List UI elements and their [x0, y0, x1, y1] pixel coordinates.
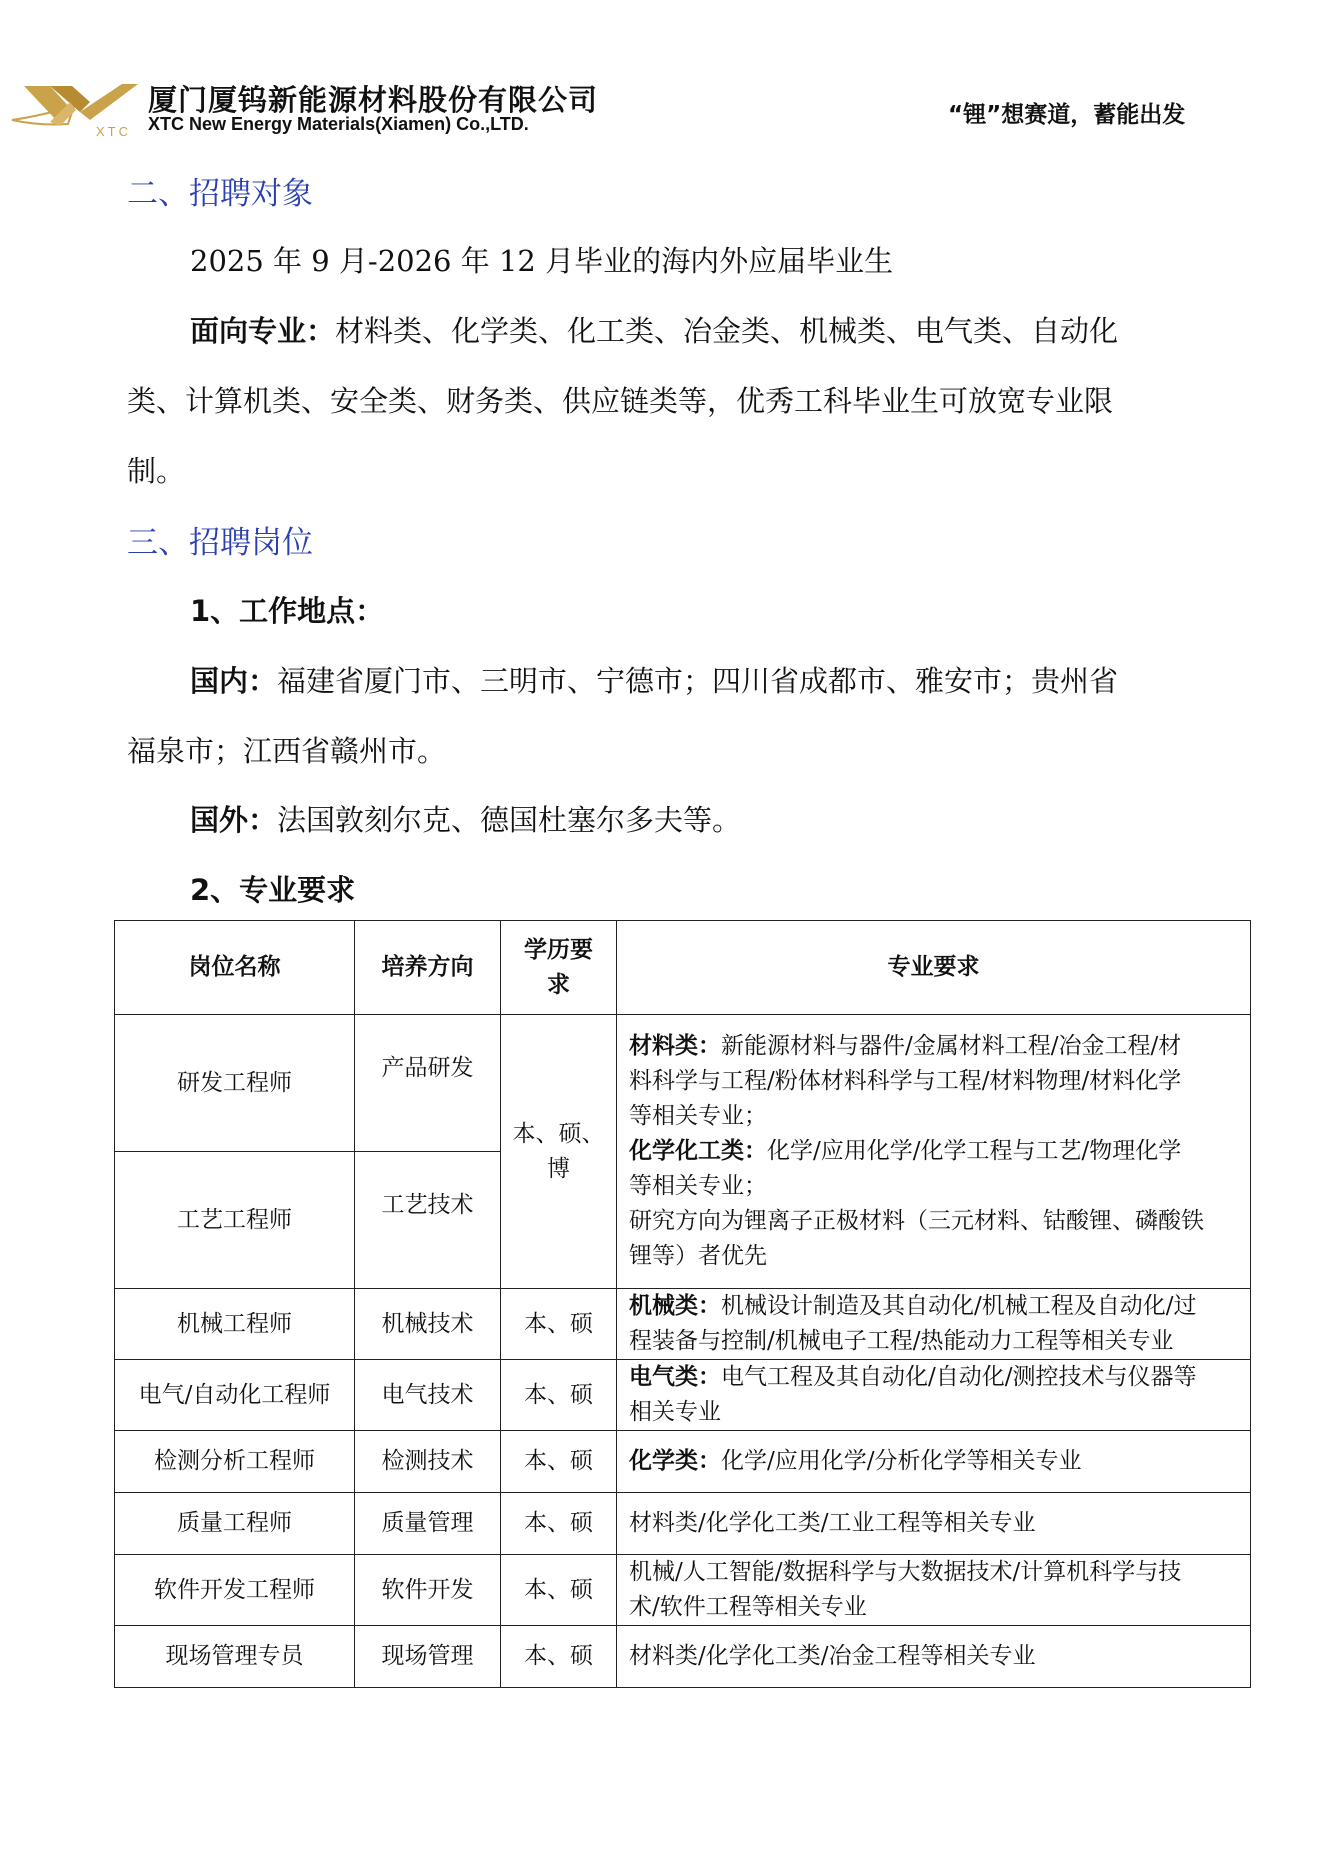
header-direction: 培养方向 — [355, 921, 501, 1015]
table-row — [115, 1360, 1251, 1431]
company-name-cn: 厦门厦钨新能源材料股份有限公司 — [148, 83, 599, 117]
table-row — [115, 1555, 1251, 1626]
major-req-title: 2、专业要求 — [190, 873, 356, 907]
domestic-text-1: 福建省厦门市、三明市、宁德市；四川省成都市、雅安市；贵州省 — [277, 664, 1119, 698]
cell-education-line2: 博 — [547, 1155, 570, 1182]
majors-text-1: 材料类、化学类、化工类、冶金类、机械类、电气类、自动化 — [335, 314, 1119, 348]
company-name-en: XTC New Energy Materials(Xiamen) Co.,LTD. — [148, 114, 529, 134]
cell-position: 现场管理专员 — [115, 1626, 355, 1688]
section-heading-recruit-target: 二、招聘对象 — [127, 176, 313, 212]
cell-position: 工艺工程师 — [115, 1152, 355, 1289]
cell-direction: 电气技术 — [355, 1360, 501, 1431]
req-label: 机械类： — [629, 1293, 721, 1319]
req-label: 材料类： — [629, 1033, 721, 1059]
req-line — [629, 1289, 1240, 1324]
table-row — [115, 1015, 1251, 1152]
header-requirement: 专业要求 — [617, 921, 1251, 1015]
overseas-label: 国外： — [190, 803, 278, 837]
req-line: 机械/人工智能/数据科学与大数据技术/计算机科学与技 — [629, 1559, 1182, 1585]
cell-education: 本、硕 — [501, 1431, 617, 1493]
cell-requirement — [617, 1289, 1251, 1360]
cell-education: 本、硕 — [501, 1493, 617, 1555]
req-text: 电气工程及其自动化/自动化/测控技术与仪器等 — [721, 1364, 1197, 1390]
domestic-label: 国内： — [190, 664, 278, 698]
req-line: 等相关专业； — [629, 1103, 767, 1129]
majors-line-3: 制。 — [127, 454, 186, 488]
req-label: 化学化工类： — [629, 1138, 767, 1164]
cell-requirement: 材料类/化学化工类/工业工程等相关专业 — [617, 1493, 1251, 1555]
req-text: 化学/应用化学/分析化学等相关专业 — [721, 1448, 1082, 1474]
cell-requirement — [617, 1015, 1251, 1289]
cell-direction: 机械技术 — [355, 1289, 501, 1360]
req-text: 新能源材料与器件/金属材料工程/冶金工程/材 — [721, 1033, 1182, 1059]
cell-education: 本、硕 — [501, 1360, 617, 1431]
table-row — [115, 1493, 1251, 1555]
graduates-text: 2025 年 9 月-2026 年 12 月毕业的海内外应届毕业生 — [190, 244, 894, 278]
req-text: 机械设计制造及其自动化/机械工程及自动化/过 — [721, 1293, 1197, 1319]
cell-requirement: 材料类/化学化工类/冶金工程等相关专业 — [617, 1626, 1251, 1688]
req-label: 化学类： — [629, 1448, 721, 1474]
cell-position: 机械工程师 — [115, 1289, 355, 1360]
table-header-row — [115, 921, 1251, 1015]
domestic-line-2: 福泉市；江西省赣州市。 — [127, 734, 447, 768]
cell-position: 质量工程师 — [115, 1493, 355, 1555]
table-row — [115, 1431, 1251, 1493]
domestic-line-1 — [190, 659, 1118, 700]
cell-position: 电气/自动化工程师 — [115, 1360, 355, 1431]
req-line: 等相关专业； — [629, 1173, 767, 1199]
cell-education: 本、硕 — [501, 1289, 617, 1360]
req-line: 术/软件工程等相关专业 — [629, 1594, 867, 1620]
majors-label: 面向专业： — [190, 314, 336, 348]
cell-position: 检测分析工程师 — [115, 1431, 355, 1493]
req-line — [629, 1444, 1240, 1479]
req-line: 相关专业 — [629, 1399, 721, 1425]
req-line — [629, 1029, 1240, 1064]
cell-education: 本、硕 — [501, 1555, 617, 1626]
cell-education: 本、硕 — [501, 1626, 617, 1688]
cell-direction: 产品研发 — [355, 1015, 501, 1152]
overseas-text: 法国敦刻尔克、德国杜塞尔多夫等。 — [277, 803, 742, 837]
table-row — [115, 1626, 1251, 1688]
header-education-line1: 学历要 — [524, 936, 593, 963]
company-logo — [10, 80, 142, 142]
req-line: 程装备与控制/机械电子工程/热能动力工程等相关专业 — [629, 1328, 1174, 1354]
location-title: 1、工作地点： — [190, 594, 385, 628]
req-text: 化学/应用化学/化学工程与工艺/物理化学 — [767, 1138, 1182, 1164]
cell-position: 软件开发工程师 — [115, 1555, 355, 1626]
req-line: 料科学与工程/粉体材料科学与工程/材料物理/材料化学 — [629, 1068, 1182, 1094]
cell-education-line1: 本、硕、 — [512, 1120, 605, 1147]
cell-requirement — [617, 1431, 1251, 1493]
cell-direction: 质量管理 — [355, 1493, 501, 1555]
cell-direction: 软件开发 — [355, 1555, 501, 1626]
cell-requirement — [617, 1555, 1251, 1626]
majors-line-2: 类、计算机类、安全类、财务类、供应链类等，优秀工科毕业生可放宽专业限 — [127, 384, 1114, 418]
section-heading-positions: 三、招聘岗位 — [127, 525, 313, 561]
header-position: 岗位名称 — [115, 921, 355, 1015]
req-line — [629, 1360, 1240, 1395]
cell-direction: 检测技术 — [355, 1431, 501, 1493]
requirements-table — [114, 920, 1251, 1688]
overseas-line — [190, 798, 741, 839]
logo-text: XTC — [96, 124, 131, 139]
cell-direction: 工艺技术 — [355, 1152, 501, 1289]
slogan: “锂”想赛道，蓄能出发 — [948, 102, 1186, 128]
table-row — [115, 1289, 1251, 1360]
cell-direction: 现场管理 — [355, 1626, 501, 1688]
majors-line-1 — [190, 309, 1118, 350]
req-line: 锂等）者优先 — [629, 1243, 767, 1269]
header-education-line2: 求 — [547, 971, 570, 998]
cell-education — [501, 1015, 617, 1289]
cell-position: 研发工程师 — [115, 1015, 355, 1152]
header-education — [501, 921, 617, 1015]
req-label: 电气类： — [629, 1364, 721, 1390]
req-line: 研究方向为锂离子正极材料（三元材料、钴酸锂、磷酸铁 — [629, 1208, 1204, 1234]
req-line — [629, 1134, 1240, 1169]
cell-requirement — [617, 1360, 1251, 1431]
